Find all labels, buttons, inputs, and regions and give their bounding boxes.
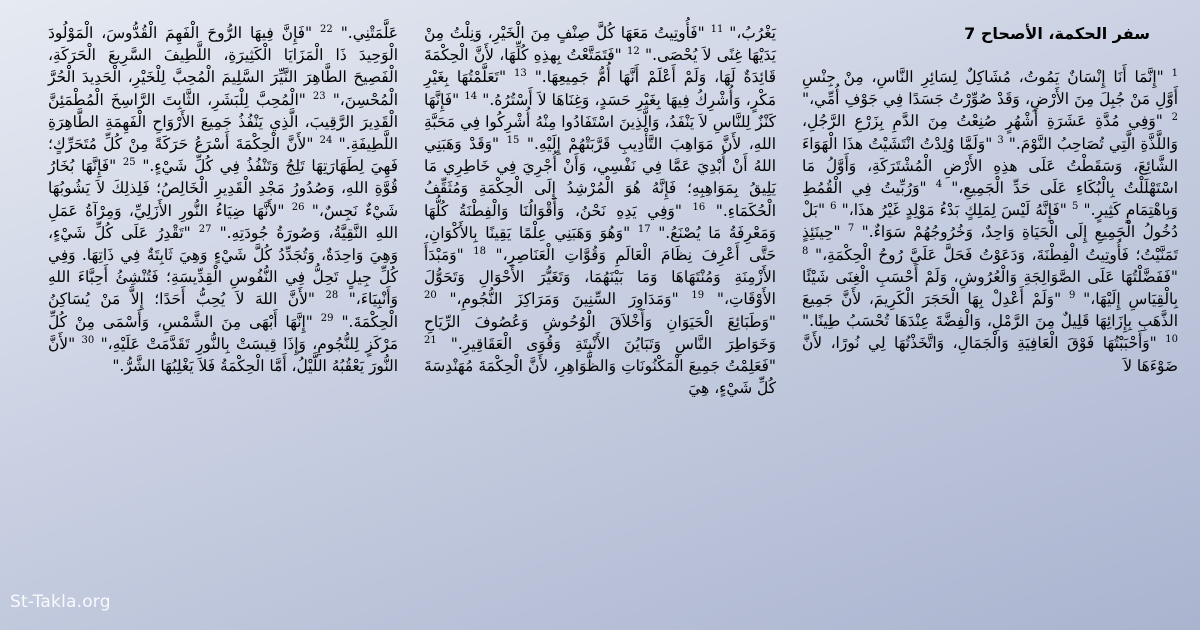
verse-number: 22: [320, 23, 333, 35]
verse-number: 10: [1165, 334, 1178, 346]
verse-number: 7: [847, 223, 855, 235]
verses-right: [802, 66, 1178, 377]
text-column-right: [792, 0, 1190, 615]
verse-text: "فَأُوتِيتُ مَعَهَا كُلَّ صِنْفٍ مِنَ الْخَيْرِ، وَنِلْتُ مِنْ يَدَيْهَا غِنًى لاَ يُحْصَى.": [424, 24, 776, 65]
verse-text: "وَأَحْبَبْتُهَا فَوْقَ الْعَافِيَةِ وَالْجَمَالِ، وَاتَّخَذْتُهَا لِي نُورًا، لأَنَّ ضَوْءَهَا لاَ: [802, 334, 1178, 375]
verse-text: "وَفِي مُدَّةِ عَشَرَةِ أَشْهُرٍ صُنِعْتُ مِنَ الدَّمِ بِزَرْعِ الرَّجُلِ، وَاللَّذَّةِ الَّتِي تُصَاحِبُ النَّوْمَ.": [802, 112, 1178, 153]
verse-number: 3: [997, 134, 1004, 146]
verse-number: 9: [1068, 289, 1076, 301]
verse-text: "حِينَئِذٍ تَمَنَّيْتُ؛ فَأُوتِيتُ الْفِطْنَةَ، وَدَعَوْتُ فَحَلَّ عَلَيَّ رُوحُ الْحِكْمَةِ،": [802, 223, 1178, 264]
verse-text: "فَفَضَّلْتُهَا عَلَى الصَّوَالِجَةِ وَالْعُرُوشِ، وَلَمْ أَحْسَبِ الْغِنَى شَيْئًا بِالْقِيَاسِ إِلَيْهَا،": [802, 267, 1178, 309]
verse-number: 14: [464, 90, 478, 102]
verse-number: 29: [320, 312, 334, 324]
verse-text: "تَقْدِرُ عَلَى كُلِّ شَيْءٍ، وَهِيَ وَاحِدَةٌ، وَتُجَدِّدُ كُلَّ شَيْءٍ وَهِيَ ثَابِتَةٌ فِي ذَاتِهَا. وَفِي كُلِّ جِيلٍ تَحِلُّ فِي النُّفُوسِ الْقِدِّيسَةِ؛ فَتُنْشِئُ أَحِبَّاءَ اللهِ وَأَنْبِيَاءَ،": [48, 223, 398, 309]
verse-number: 5: [1072, 201, 1079, 213]
text-column-left: [38, 0, 408, 615]
verse-number: 2: [1171, 112, 1178, 124]
verse: [333, 24, 398, 42]
verse-text: "لأَنَّهَا ضِيَاءُ النُّورِ الأَزَلِيِّ، وَمِرْآةُ عَمَلِ اللهِ النَّقِيَّةُ، وَصُورَةُ جُودَتِهِ.": [48, 201, 398, 242]
site-watermark: St-Takla.org: [10, 592, 111, 612]
verse-number: 13: [514, 68, 527, 80]
verse: [837, 201, 1079, 219]
verse-number: 4: [935, 178, 943, 190]
verse-text: "فَإِنَّهَا بُخَارُ قُوَّةِ اللهِ، وَصُدُورُ مَجْدِ الْقَدِيرِ الْخَالِصُ؛ فَلِذلِكَ لاَ يَشُوبُهَا شَيْءٌ نَجِسٌ،": [48, 157, 398, 220]
verse-text: "فَعَلِمْتُ جَمِيعَ الْمَكْنُونَاتِ وَالظَّوَاهِرِ، لأَنَّ الْحِكْمَةَ مُهَنْدِسَةَ كُلِّ شَيْءٍ، هِيَ: [424, 357, 776, 398]
verse-text: "الْمُحِبَّ لِلْبَشَرِ، الثَّابِتَ الرَّاسِخَ الْمُطْمَئِنَّ الْقَدِيرَ الرَّقِيبَ، الَّذِي يَنْفُذُ جَمِيعَ الأَرْوَاحِ الْفَهِمَةِ الطَّاهِرَةِ اللَّطِيفَةِ.": [48, 90, 398, 154]
verse-number: 17: [637, 223, 651, 235]
verse-number: 12: [626, 46, 640, 58]
verse-text: "فَإِنَّهُ لَيْسَ لِمَلِكٍ بَدْءُ مَوْلِدٍ غَيْرُ هذَا،": [841, 201, 1067, 220]
verse-number: 15: [506, 134, 520, 146]
verse-text: "وَلَمَّا وُلِدْتُ انْتَشَيْتُ هذَا الْهَوَاءَ الشَّائِعَ، وَسَقَطْتُ عَلَى هذِهِ الأَرْضِ الْمُشْتَرَكَةِ، وَأَوَّلُ مَا اسْتَهْلَلْتُ بِالْبُكَاءِ عَلَى حَدِّ الْجَمِيعِ،": [802, 134, 1178, 198]
verse-number: 11: [710, 23, 724, 35]
verse: [802, 334, 1178, 374]
verse-number: 23: [312, 90, 326, 102]
verse-text: "وَرُبِّيتُ فِي الْقُمُطِ وَبِاهْتِمَامٍ كَثِيرٍ.": [802, 179, 1178, 220]
verse-number: 6: [830, 201, 837, 213]
verse-text: "لأَنَّ الْحِكْمَةَ أَسْرَعُ حَرَكَةً مِنْ كُلِّ مُتَحَرِّكٍ؛ فَهِيَ لِطَهَارَتِهَا تَلِجُ وَتَنْفُذُ فِي كُلِّ شَيْءٍ.": [48, 135, 398, 176]
verse-text: "فَتَمَتَّعْتُ بِهذِهِ كُلِّهَا، لأَنَّ الْحِكْمَةَ قَائِدَةٌ لَهَا، وَلَمْ أَعْلَمْ أَنَّهَا أُمُّ جَمِيعِهَا.": [424, 46, 776, 87]
verse-text: "تَعَلَّمْتُهَا بِغَيْرِ مَكْرٍ، وَأُشْرِكُ فِيهَا بِغَيْرِ حَسَدٍ، وَغِنَاهَا لاَ أَسْتُرُهُ.": [424, 68, 776, 109]
verse-number: 19: [691, 290, 705, 302]
verse-text: "فَإِنَّهَا كَنْزٌ لِلنَّاسِ لاَ يَنْفَدُ، وَالَّذِينَ اسْتَفَادُوا مِنْهُ أُشْرِكُوا فِي مَحَبَّةِ اللهِ، لأَنَّ مَوَاهِبَ التَّأْدِيبِ قَرَّبَتْهُمْ إِلَيْهِ.": [424, 90, 776, 154]
verse-text: يَغْرُبُ،": [729, 24, 776, 42]
chapter-title: سفر الحكمة، الأصحاح 7: [964, 24, 1150, 43]
verse-text: "وَفِي يَدِهِ نَحْنُ، وَأَقْوَالُنَا وَالْفِطْنَةُ كُلُّهَا وَمَعْرِفَةُ مَا يُصْنَعُ.": [424, 201, 776, 242]
verse: [723, 24, 776, 42]
verse-text: "لأَنَّ النُّورَ يَعْقُبُهُ اللَّيْلُ، أَمَّا الْحِكْمَةُ فَلاَ يَغْلِبُهَا الشَّرُّ.": [48, 334, 398, 376]
verse-text: "وَمَدَاوِرَ السِّنِينَ وَمَرَاكِزَ النُّجُومِ،": [449, 290, 679, 309]
text-column-middle: [414, 0, 786, 615]
verse-number: 27: [198, 223, 212, 235]
verse-text: "بَلْ دُخُولُ الْجَمِيعِ إِلَى الْحَيَاةِ وَاحِدٌ، وَخُرُوجُهُمْ سَوَاءٌ.": [802, 201, 1178, 242]
verse-number: 30: [81, 334, 95, 346]
verse-number: 20: [424, 290, 437, 302]
verse-number: 21: [424, 334, 437, 346]
verse-number: 8: [802, 245, 809, 257]
verse-number: 26: [291, 201, 305, 213]
verse-text: "وَطَبَائِعَ الْحَيَوَانِ وَأَخْلاَقَ الْوُحُوشِ وَعُصُوفَ الرِّيَاحِ وَخَوَاطِرَ النَّاسِ وَتَبَايُنَ الأَنْبِتَةِ وَقُوَى الْعَقَاقِيرِ.": [424, 312, 776, 353]
verses-middle: [424, 22, 776, 399]
verse: [802, 68, 1178, 108]
verse-text: "فَإِنَّ فِيهَا الرُّوحَ الْفَهِمَ الْقُدُّوسَ، الْمَوْلُودَ الْوَحِيدَ ذَا الْمَزَايَا الْكَثِيرَةِ، اللَّطِيفَ السَّرِيعَ الْحَرَكَةِ، الْفَصِيحَ الطَّاهِرَ النَّيِّرَ السَّلِيمَ الْمُحِبَّ لِلْخَيْرِ، الْحَدِيدَ الْحُرَّ الْمُحْسِنَ،": [48, 24, 398, 109]
verse-number: 1: [1171, 67, 1178, 79]
verse-number: 24: [319, 134, 333, 146]
verse: [437, 290, 704, 308]
verse-text: "وَقَدْ وَهَبَنِي اللهُ أَنْ أُبْدِيَ عَمَّا فِي نَفْسِي، وَأَنْ أُجْرِيَ فِي خَاطِرِي مَا يَلِيقُ بِمَوَاهِبِهِ؛ فَإِنَّهُ هُوَ الْمُرْشِدُ إِلَى الْحِكْمَةِ وَمُثَقِّفُ الْحُكَمَاءِ.": [424, 135, 776, 220]
verse-number: 16: [692, 201, 706, 213]
verse-number: 18: [473, 245, 487, 257]
verse-text: عَلَّمَتْنِي.": [340, 24, 398, 42]
verse-text: "وَهُوَ وَهَبَنِي عِلْمًا يَقِينًا بِالأَكْوَانِ، حَتَّى أَعْرِفَ نِظَامَ الْعَالَمِ وَقُوَّاتِ الْعَنَاصِرِ،": [424, 223, 776, 265]
verses-left: [48, 22, 398, 377]
verse-text: "لأَنَّ اللهَ لاَ يُحِبُّ أَحَدًا؛ إِلاَّ مَنْ يُسَاكِنُ الْحِكْمَةَ.": [48, 290, 398, 331]
verse-text: "إِنَّهَا أَبْهَى مِنَ الشَّمْسِ، وَأَسْمَى مِنْ كُلِّ مَرْكَزٍ لِلنُّجُومِ، وَإِذَا قِيسَتْ بِالنُّورِ تَقَدَّمَتْ عَلَيْهِ،": [48, 312, 398, 353]
verse-text: "وَمَبْدَأَ الأَزْمِنَةِ وَمُنْتَهَاهَا وَمَا بَيْنَهُمَا، وَتَغَيُّرَ الأَحْوَالِ وَتَحَوُّلَ الأَوْقَاتِ،": [424, 246, 776, 309]
verse-number: 25: [122, 157, 136, 169]
verse-number: 28: [325, 290, 339, 302]
verse-text: "وَلَمْ أَعْدِلْ بِهَا الْحَجَرَ الْكَرِيمَ، لأَنَّ جَمِيعَ الذَّهَبِ بِإِزَائِهَا قَلِيلٌ مِنَ الرَّمْلِ، وَالْفِضَّةَ عِنْدَهَا تُحْسَبُ طِينًا.": [802, 290, 1178, 331]
verse-text: "إِنَّمَا أَنَا إِنْسَانٌ يَمُوتُ، مُشَاكِلٌ لِسَائِرِ النَّاسِ، مِنْ جِنْسِ أَوَّلِ مَنْ جُبِلَ مِنَ الأَرْضِ، وَقَدْ صُوِّرْتُ جَسَدًا فِي جَوْفِ أُمِّي،": [802, 68, 1178, 109]
